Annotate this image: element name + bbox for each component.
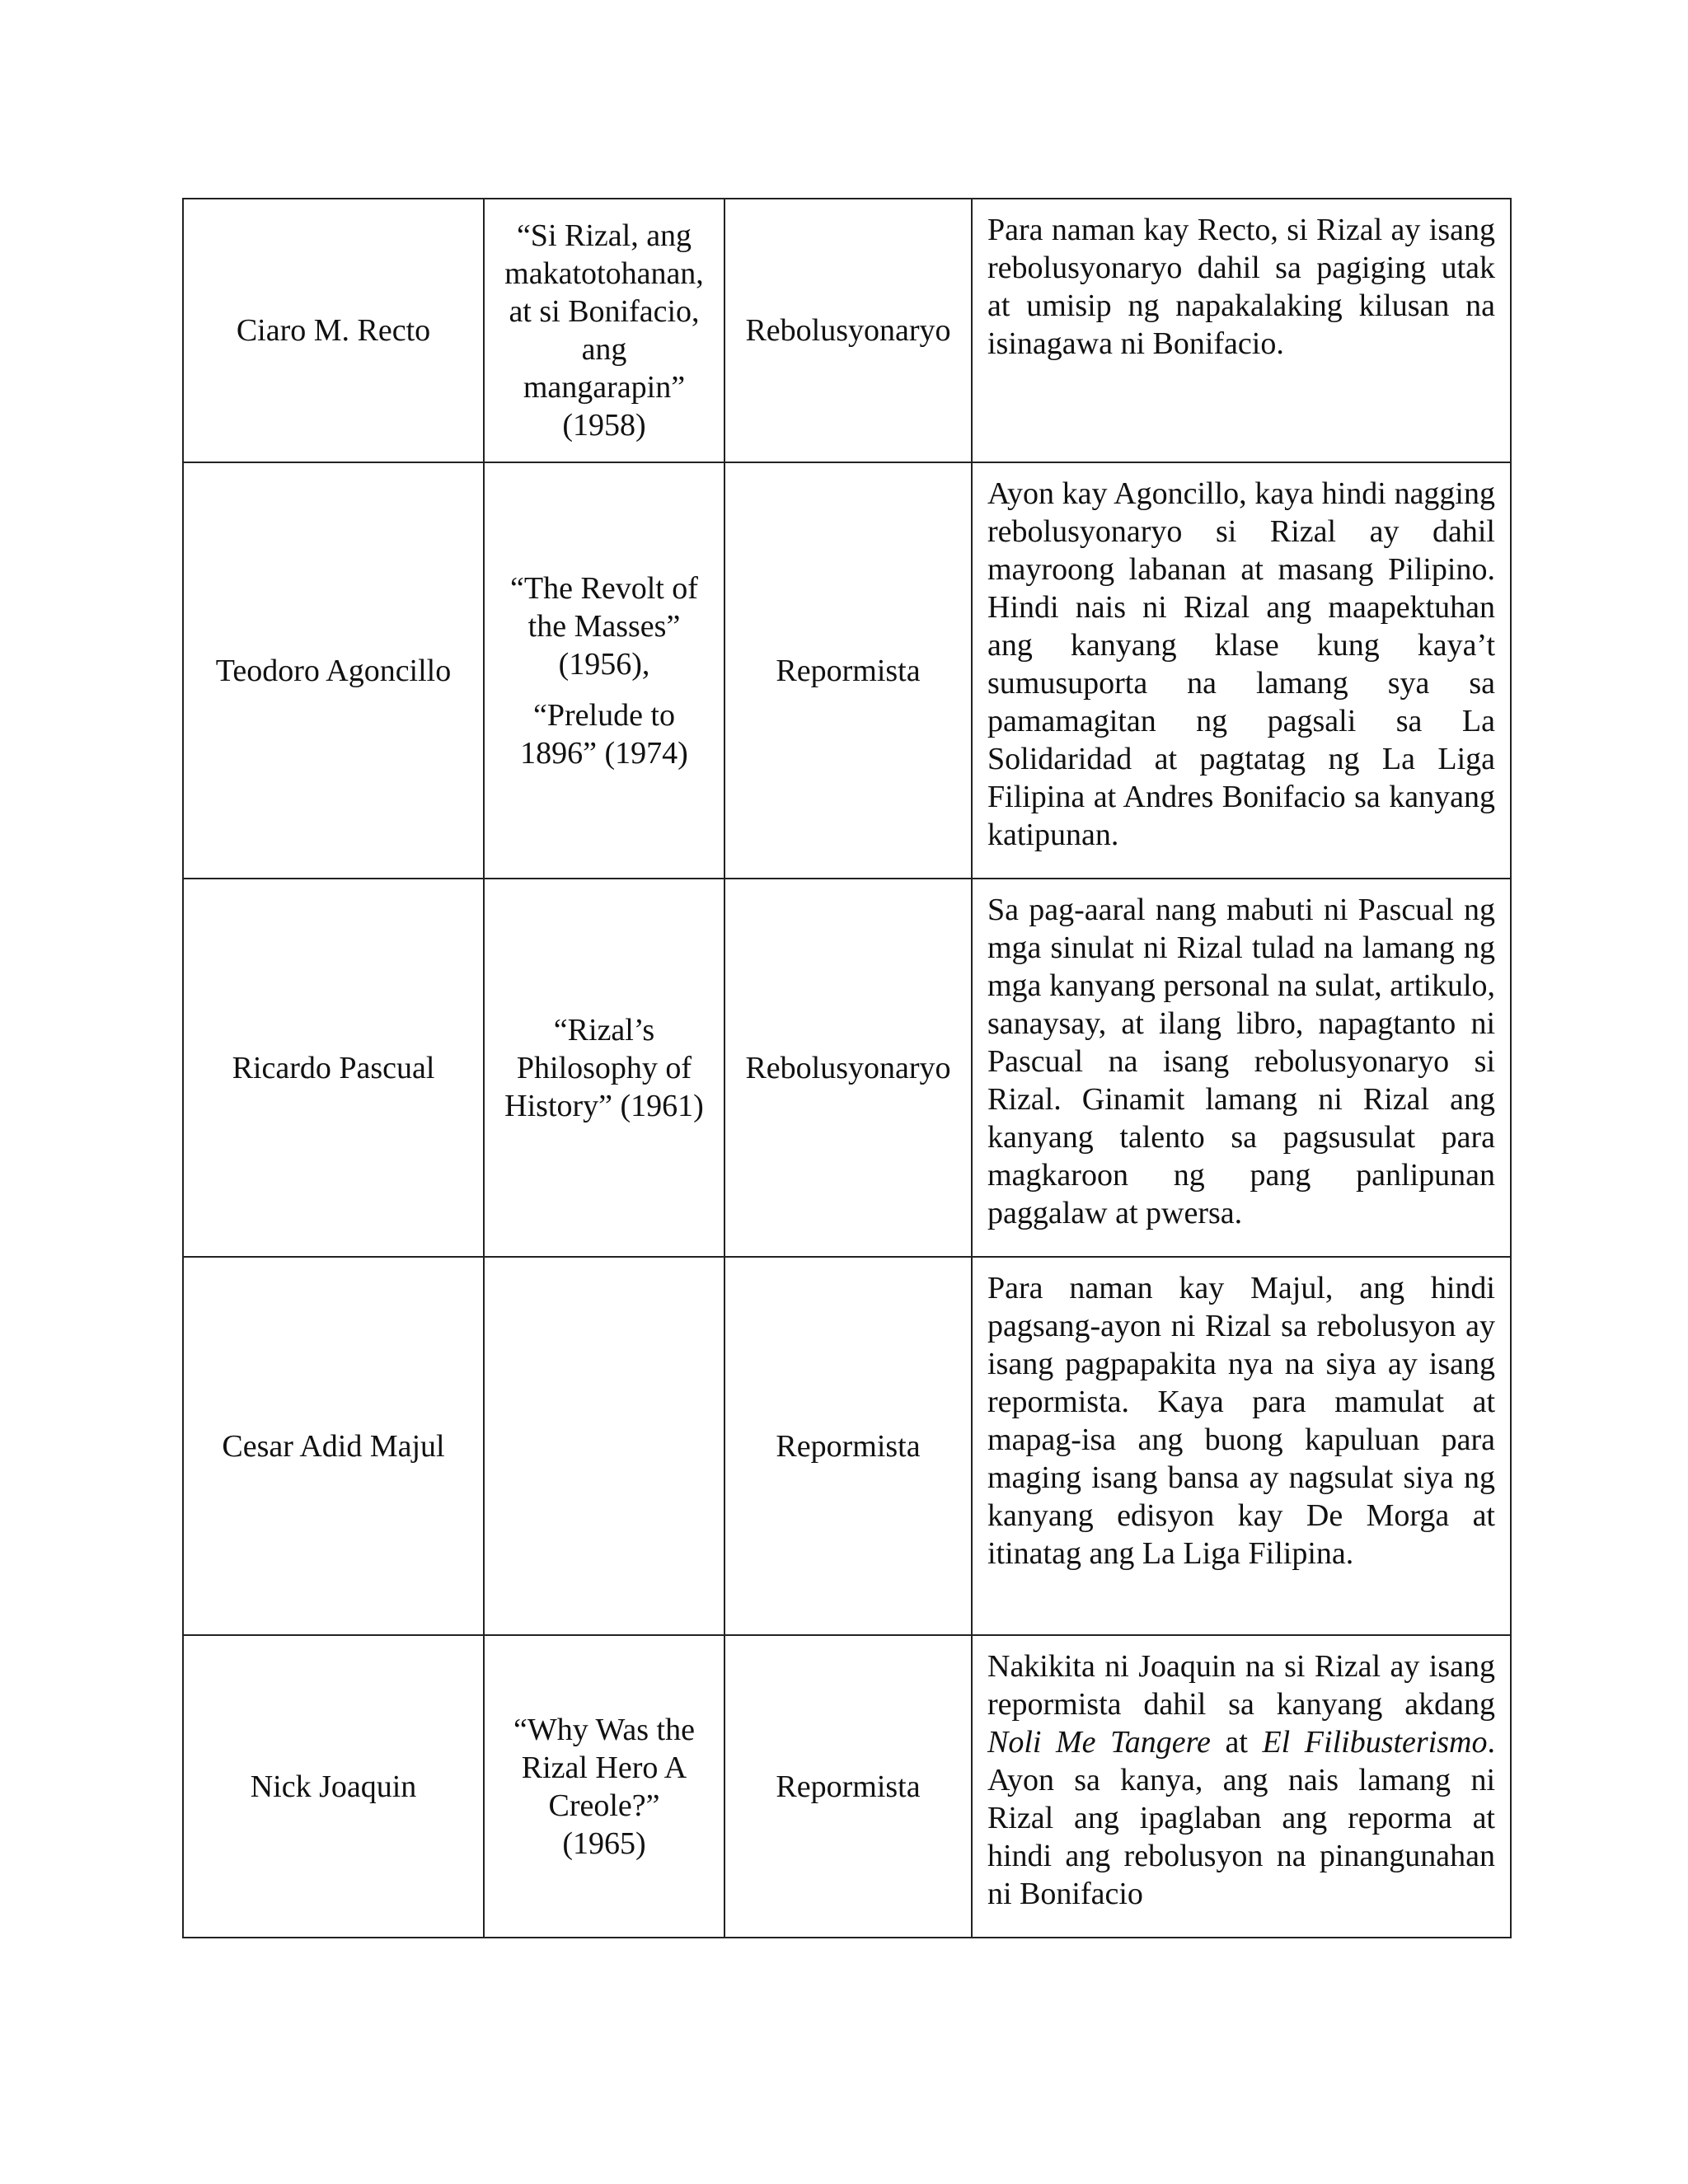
paragraph-gap xyxy=(495,683,714,696)
description-text xyxy=(987,1636,1495,1921)
view-cell: Rebolusyonaryo xyxy=(724,879,972,1257)
author-cell: Ciaro M. Recto xyxy=(183,199,484,462)
view-cell: Rebolusyonaryo xyxy=(724,199,972,462)
description-cell xyxy=(972,879,1511,1257)
table-row xyxy=(183,462,1511,879)
work-line: at si Bonifacio, xyxy=(509,294,700,329)
work-line: “Why Was the xyxy=(513,1712,695,1747)
description-text: Ayon kay Agoncillo, kaya hindi nagging rebolusyonaryo si Rizal ay dahil mayroong labanan at masang Pilipino. Hindi nais ni Rizal ang maapektuhan ang kanyang klase kung kaya’t sumusuporta na lamang sya sa pamamagitan ng pagsali sa La Solidaridad at pagtatag ng La Liga Filipina at Andres Bonifacio sa kanyang katipunan. xyxy=(987,476,1495,852)
work-line: ang xyxy=(581,332,627,367)
work-line: Rizal Hero A xyxy=(521,1750,687,1785)
description-text: Para naman kay Majul, ang hindi pagsang-ayon ni Rizal sa rebolusyon ay isang pagpapakita nya na siya ay isang repormista. Kaya para mamulat at mapag-isa ang buong kapuluan para maging isang bansa ay nagsulat siya ng kanyang edisyon kay De Morga at itinatag ang La Liga Filipina. xyxy=(987,1271,1495,1571)
author-cell: Ricardo Pascual xyxy=(183,879,484,1257)
work-line: mangarapin” xyxy=(523,370,686,405)
description-cell xyxy=(972,199,1511,462)
description-text-part: Nakikita ni Joaquin na si Rizal ay isang repormista dahil sa kanyang akdang xyxy=(987,1649,1495,1722)
book-title-noli: Noli Me Tangere xyxy=(987,1725,1211,1760)
work-line: “The Revolt of xyxy=(510,570,698,606)
work-line: makatotohanan, xyxy=(504,256,704,291)
book-title-fili: El Filibusterismo xyxy=(1262,1725,1488,1760)
table-row xyxy=(183,199,1511,462)
work-cell-empty xyxy=(484,1257,724,1635)
work-line: the Masses” xyxy=(528,608,681,644)
work-line: Philosophy of xyxy=(516,1050,692,1085)
work-line: Creole?” xyxy=(548,1788,660,1823)
description-text: Sa pag-aaral nang mabuti ni Pascual ng mga sinulat ni Rizal tulad na lamang ng mga kanyang personal na sulat, artikulo, sanaysay, at ilang libro, napagtanto ni Pascual na isang rebolusyonaryo si Rizal. Ginamit lamang ni Rizal ang kanyang talento sa pagsusulat para magkaroon ng pang panlipunan paggalaw at pwersa. xyxy=(987,893,1495,1230)
work-cell xyxy=(484,199,724,462)
table-row xyxy=(183,1257,1511,1635)
description-cell xyxy=(972,1257,1511,1635)
work-cell xyxy=(484,879,724,1257)
author-cell: Teodoro Agoncillo xyxy=(183,462,484,879)
work-line: “Rizal’s xyxy=(553,1012,655,1047)
table-row xyxy=(183,879,1511,1257)
author-cell: Nick Joaquin xyxy=(183,1635,484,1938)
view-cell: Repormista xyxy=(724,1635,972,1938)
description-text-part: at xyxy=(1210,1725,1263,1760)
view-cell: Repormista xyxy=(724,1257,972,1635)
description-text-part: . Ayon sa kanya, ang nais lamang ni Rizal ang ipaglaban ang reporma at hindi ang rebolusyon na pinangunahan ni Bonifacio xyxy=(987,1725,1495,1911)
work-line: (1965) xyxy=(562,1825,646,1861)
table-row xyxy=(183,1635,1511,1938)
comparison-table xyxy=(182,198,1512,1938)
work-line: (1956), xyxy=(558,646,650,682)
work-cell xyxy=(484,462,724,879)
work-line: “Prelude to xyxy=(532,697,675,733)
description-cell xyxy=(972,462,1511,879)
work-line: History” (1961) xyxy=(504,1088,704,1123)
work-line: 1896” (1974) xyxy=(520,735,688,771)
work-cell xyxy=(484,1635,724,1938)
work-line: (1958) xyxy=(562,408,646,443)
view-cell: Repormista xyxy=(724,462,972,879)
description-cell xyxy=(972,1635,1511,1938)
description-text: Para naman kay Recto, si Rizal ay isang rebolusyonaryo dahil sa pagiging utak at umisip ng napakalaking kilusan na isinagawa ni Bonifacio. xyxy=(987,213,1495,361)
author-cell: Cesar Adid Majul xyxy=(183,1257,484,1635)
work-line: “Si Rizal, ang xyxy=(516,218,692,253)
